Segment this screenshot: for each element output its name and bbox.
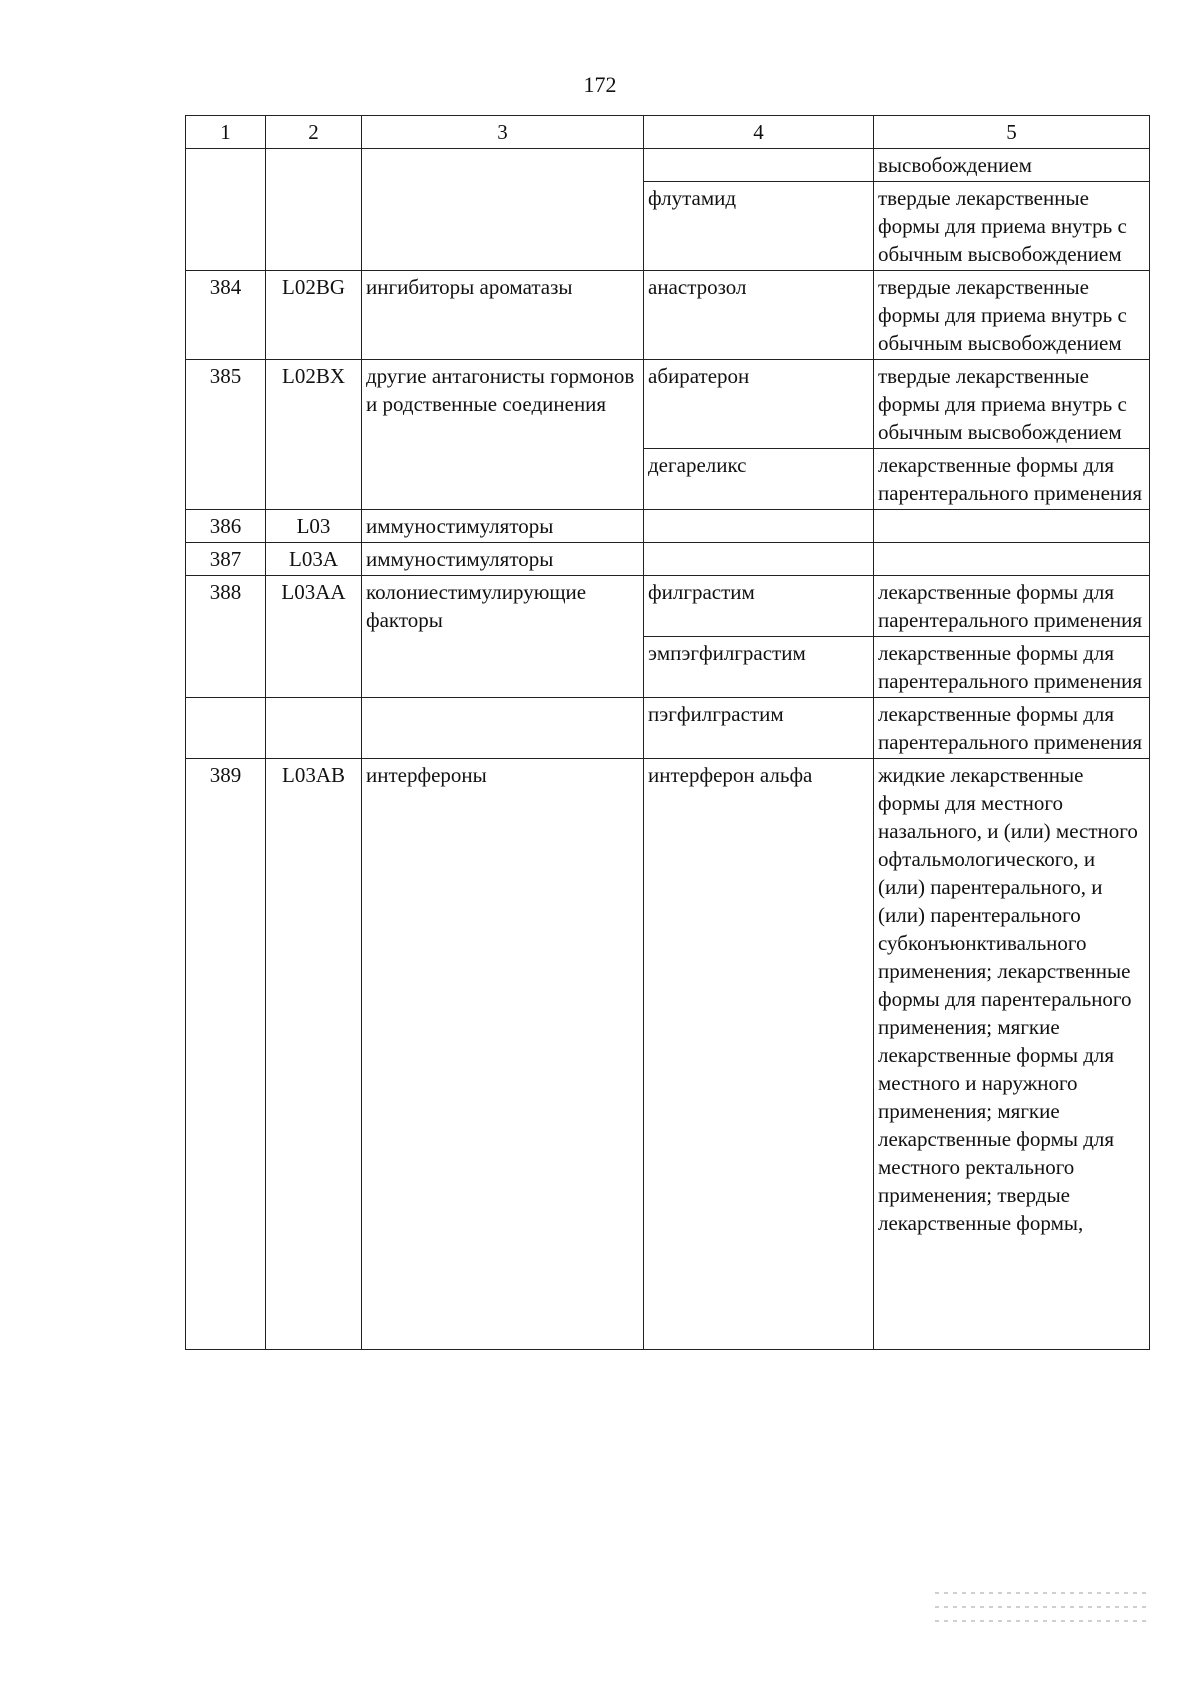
number-cell [186, 698, 266, 759]
page-number: 172 [583, 72, 617, 97]
drug-cell: анастрозол [644, 271, 874, 360]
number-cell: 388 [186, 576, 266, 698]
drug-cell: абиратерон [644, 360, 874, 449]
drug-cell: филграстим [644, 576, 874, 637]
table-header-row [186, 116, 1150, 149]
number-cell: 385 [186, 360, 266, 510]
table-row [186, 360, 1150, 449]
group-cell: иммуностимуляторы [362, 543, 644, 576]
drug-cell [644, 149, 874, 182]
form-cell: твердые лекарственные формы для приема внутрь с обычным высвобождением [874, 182, 1150, 271]
header-cell: 5 [874, 116, 1150, 149]
group-cell [362, 149, 644, 271]
table-row [186, 149, 1150, 182]
header-cell: 3 [362, 116, 644, 149]
header-cell: 2 [266, 116, 362, 149]
code-cell: L02BX [266, 360, 362, 510]
form-cell: лекарственные формы для парентерального применения [874, 576, 1150, 637]
table-row [186, 543, 1150, 576]
form-cell: высвобождением [874, 149, 1150, 182]
form-cell: жидкие лекарственные формы для местного назального, и (или) местного офтальмологического, и (или) парентерального, и (или) парентерального субконъюнктивального применения; лекарственные формы для парентерального применения; мягкие лекарственные формы для местного и наружного применения; мягкие лекарственные формы для местного ректального применения; твердые лекарственные формы, [874, 759, 1150, 1350]
table-row [186, 759, 1150, 1350]
code-cell: L03A [266, 543, 362, 576]
form-cell: твердые лекарственные формы для приема внутрь с обычным высвобождением [874, 271, 1150, 360]
group-cell: интерфероны [362, 759, 644, 1350]
number-cell: 389 [186, 759, 266, 1350]
form-cell: лекарственные формы для парентерального применения [874, 449, 1150, 510]
medicines-table [185, 115, 1150, 1350]
drug-cell: дегареликс [644, 449, 874, 510]
group-cell: колониестимулирующие факторы [362, 576, 644, 698]
code-cell [266, 698, 362, 759]
form-cell [874, 543, 1150, 576]
scan-artifact [935, 1620, 1150, 1622]
code-cell: L02BG [266, 271, 362, 360]
number-cell: 387 [186, 543, 266, 576]
form-cell: лекарственные формы для парентерального применения [874, 698, 1150, 759]
group-cell [362, 698, 644, 759]
number-cell [186, 149, 266, 271]
group-cell: иммуностимуляторы [362, 510, 644, 543]
scan-artifact [935, 1592, 1150, 1594]
header-cell: 4 [644, 116, 874, 149]
form-cell: лекарственные формы для парентерального применения [874, 637, 1150, 698]
code-cell: L03AA [266, 576, 362, 698]
number-cell: 384 [186, 271, 266, 360]
drug-cell [644, 543, 874, 576]
drug-cell: эмпэгфилграстим [644, 637, 874, 698]
code-cell [266, 149, 362, 271]
group-cell: ингибиторы ароматазы [362, 271, 644, 360]
number-cell: 386 [186, 510, 266, 543]
drug-cell: интерферон альфа [644, 759, 874, 1350]
scan-artifact [935, 1606, 1150, 1608]
form-cell: твердые лекарственные формы для приема внутрь с обычным высвобождением [874, 360, 1150, 449]
table-row [186, 576, 1150, 637]
table-row [186, 698, 1150, 759]
form-cell [874, 510, 1150, 543]
drug-cell: флутамид [644, 182, 874, 271]
table-row [186, 510, 1150, 543]
code-cell: L03AB [266, 759, 362, 1350]
drug-cell [644, 510, 874, 543]
group-cell: другие антагонисты гормонов и родственные соединения [362, 360, 644, 510]
table-row [186, 271, 1150, 360]
code-cell: L03 [266, 510, 362, 543]
header-cell: 1 [186, 116, 266, 149]
drug-cell: пэгфилграстим [644, 698, 874, 759]
